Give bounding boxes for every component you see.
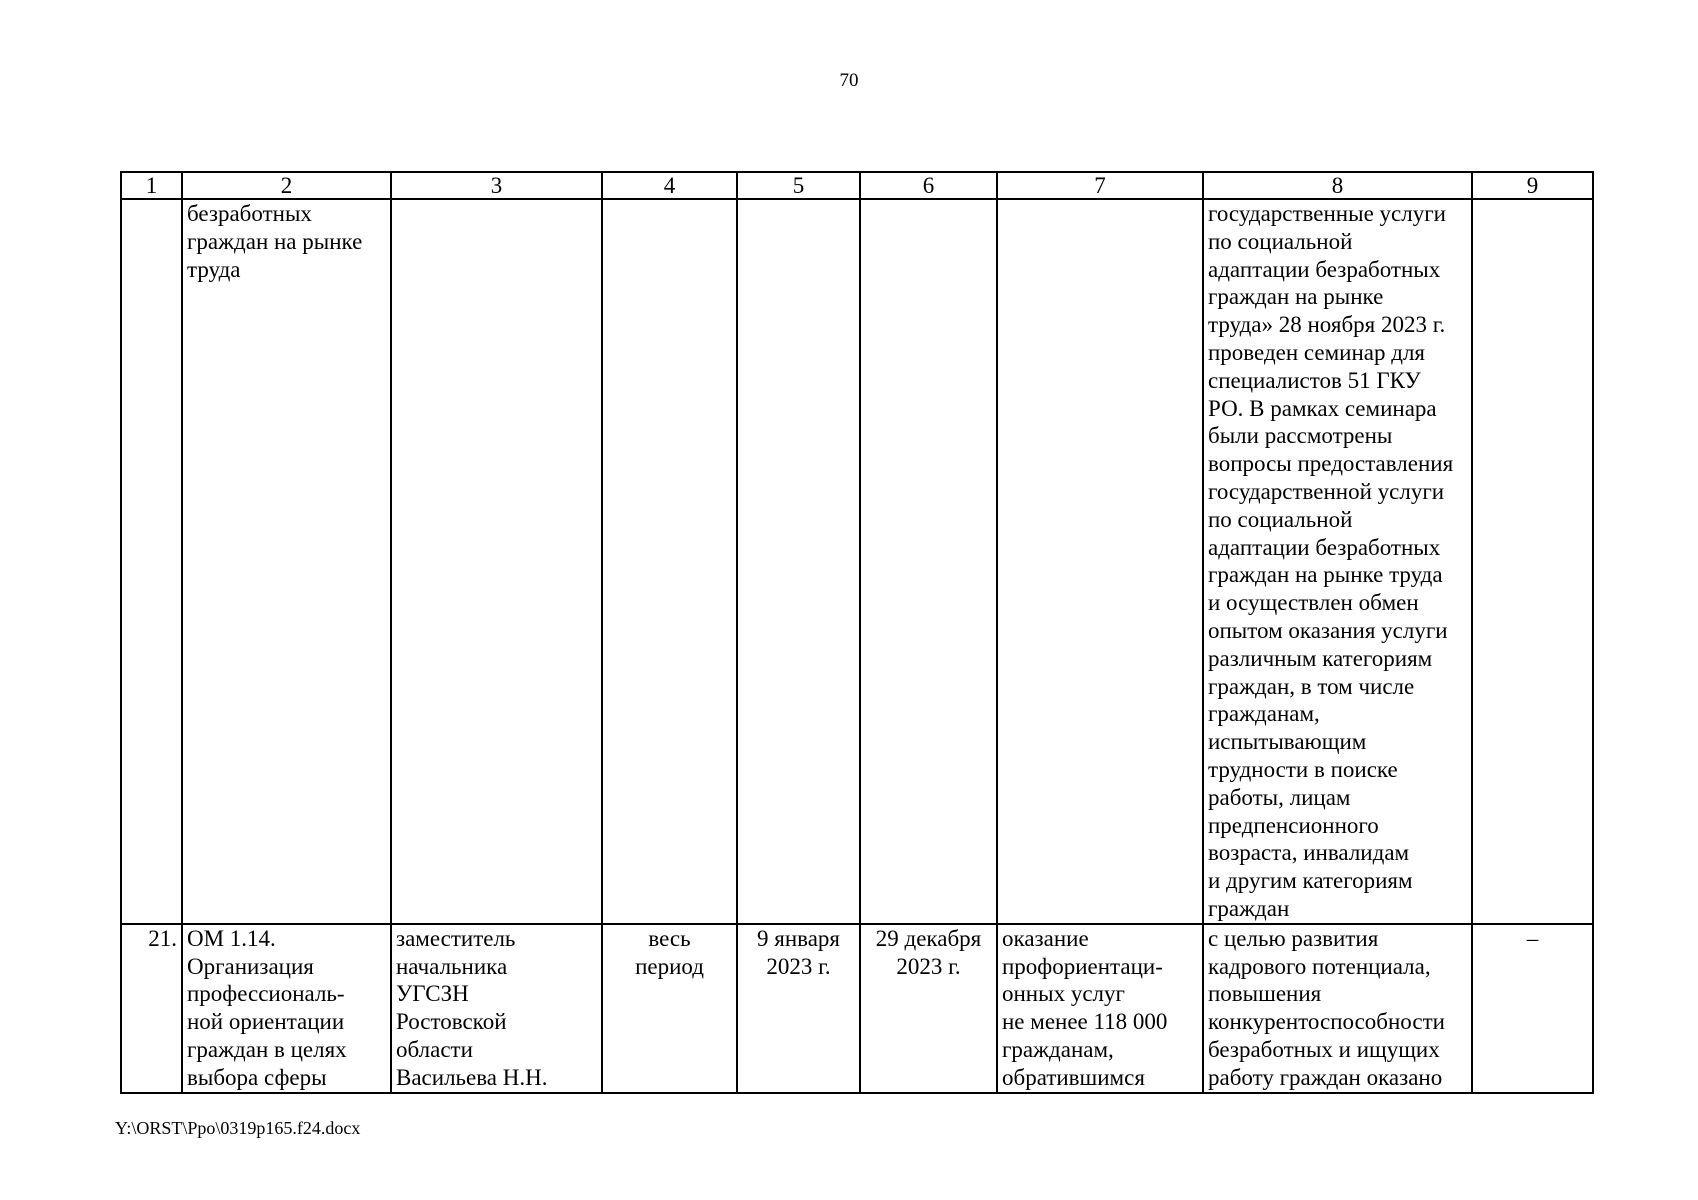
cell-line: Ростовской — [396, 1009, 507, 1035]
responsible-cell — [391, 924, 602, 1093]
cell-line: по социальной — [1208, 506, 1353, 532]
cell-line: профессиональ- — [187, 981, 345, 1007]
cell-line: УГСЗН — [396, 981, 469, 1007]
table-header-row — [121, 172, 1593, 199]
cell-line: оказание — [1002, 925, 1089, 951]
planned-result-cell — [997, 199, 1203, 924]
cell-line: 9 января — [757, 925, 840, 951]
cell-line: период — [635, 953, 704, 979]
cell-line: Организация — [187, 953, 314, 979]
cell-line: повышения — [1208, 981, 1322, 1007]
cell-line: Васильева Н.Н. — [396, 1064, 548, 1090]
cell-line: граждан, в том числе — [1208, 673, 1415, 699]
event-name-cell — [182, 924, 391, 1093]
cell-line: испытывающим — [1208, 729, 1367, 755]
cell-line: с целью развития — [1208, 925, 1379, 951]
cell-line: заместитель — [396, 925, 516, 951]
column-header: 4 — [602, 172, 737, 199]
table-row — [121, 924, 1593, 1093]
column-header: 2 — [182, 172, 391, 199]
column-header: 1 — [121, 172, 182, 199]
cell-line: обратившимся — [1002, 1064, 1145, 1090]
cell-line: гражданам, — [1002, 1036, 1114, 1062]
cell-line: гражданам, — [1208, 701, 1320, 727]
column-header: 9 — [1472, 172, 1593, 199]
cell-line: государственной услуги — [1208, 478, 1445, 504]
cell-line: и осуществлен обмен — [1208, 590, 1419, 616]
cell-line: предпенсионного — [1208, 812, 1379, 838]
cell-line: граждан в целях — [187, 1036, 347, 1062]
cell-line: безработных и ищущих — [1208, 1036, 1440, 1062]
cell-line: по социальной — [1208, 228, 1353, 254]
period-cell — [602, 199, 737, 924]
cell-line: вопросы предоставления — [1208, 451, 1454, 477]
cell-line: РО. В рамках семинара — [1208, 395, 1437, 421]
cell-line: и другим категориям — [1208, 868, 1413, 894]
cell-line: онных услуг — [1002, 981, 1125, 1007]
cell-line: возраста, инвалидам — [1208, 840, 1410, 866]
cell-line: государственные услуги — [1208, 201, 1446, 226]
end-date-cell — [860, 199, 997, 924]
page-number: 70 — [839, 70, 859, 91]
cell-line: профориентаци- — [1002, 953, 1163, 979]
cell-line: различным категориям — [1208, 645, 1433, 671]
end-date-cell — [860, 924, 997, 1093]
cell-line: граждан на рынке — [187, 228, 363, 254]
cell-line: труда — [187, 256, 241, 282]
cell-line: весь — [648, 925, 691, 951]
row-number-cell: 21. — [121, 924, 182, 1093]
footer-file-path: Y:\ORST\Ppo\0319p165.f24.docx — [115, 1118, 361, 1138]
start-date-cell — [737, 924, 860, 1093]
column-header: 6 — [860, 172, 997, 199]
cell-line: проведен семинар для — [1208, 339, 1425, 365]
period-cell — [602, 924, 737, 1093]
cell-line: выбора сферы — [187, 1064, 327, 1090]
column-header: 3 — [391, 172, 602, 199]
cell-line: трудности в поиске — [1208, 756, 1398, 782]
cell-line: не менее 118 000 — [1002, 1009, 1168, 1035]
cell-line: начальника — [396, 953, 508, 979]
planned-result-cell — [997, 924, 1203, 1093]
column-header: 7 — [997, 172, 1203, 199]
cell-line: конкурентоспособности — [1208, 1009, 1445, 1035]
note-cell: – — [1472, 924, 1593, 1093]
responsible-cell — [391, 199, 602, 924]
actual-result-cell — [1203, 199, 1472, 924]
cell-line: 29 декабря — [875, 925, 982, 951]
cell-line: ной ориентации — [187, 1009, 345, 1035]
cell-line: 2023 г. — [766, 953, 831, 979]
table-row — [121, 199, 1593, 924]
cell-line: опытом оказания услуги — [1208, 617, 1448, 643]
cell-line: адаптации безработных — [1208, 534, 1441, 560]
row-number-cell — [121, 199, 182, 924]
cell-line: работы, лицам — [1208, 784, 1351, 810]
cell-line: области — [396, 1036, 473, 1062]
note-cell — [1472, 199, 1593, 924]
cell-line: граждан на рынке труда — [1208, 562, 1443, 588]
cell-line: кадрового потенциала, — [1208, 953, 1431, 979]
event-name-cell — [182, 199, 391, 924]
cell-line: безработных — [187, 201, 312, 226]
cell-line: специалистов 51 ГКУ — [1208, 367, 1421, 393]
cell-line: труда» 28 ноября 2023 г. — [1208, 312, 1446, 338]
cell-line: 2023 г. — [896, 953, 961, 979]
cell-line: граждан — [1208, 895, 1290, 921]
actual-result-cell — [1203, 924, 1472, 1093]
cell-line: были рассмотрены — [1208, 423, 1393, 449]
column-header: 5 — [737, 172, 860, 199]
cell-line: ОМ 1.14. — [187, 925, 276, 951]
start-date-cell — [737, 199, 860, 924]
column-header: 8 — [1203, 172, 1472, 199]
cell-line: адаптации безработных — [1208, 256, 1441, 282]
cell-line: граждан на рынке — [1208, 284, 1384, 310]
cell-line: работу граждан оказано — [1208, 1064, 1443, 1090]
document-table — [120, 171, 1594, 1094]
